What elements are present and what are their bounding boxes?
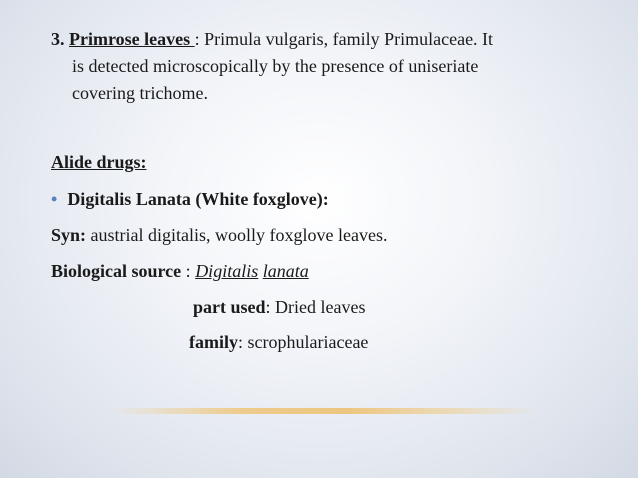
- section3-line2: is detected microscopically by the presence of uniseriate: [72, 56, 479, 76]
- part-used-label: part used: [193, 297, 266, 317]
- source-species: lanata: [262, 261, 309, 281]
- bullet-icon: •: [51, 189, 58, 209]
- section3-line1-text: : Primula vulgaris, family Primulaceae. It: [194, 29, 494, 49]
- syn-line: [51, 224, 387, 246]
- allied-item-text: Digitalis Lanata (White foxglove):: [67, 189, 329, 209]
- section3-line3: covering trichome.: [72, 83, 208, 103]
- family-value: : scrophulariaceae: [238, 332, 369, 352]
- allied-heading: [51, 151, 147, 173]
- source-separator: :: [185, 261, 191, 281]
- part-used-line: [193, 296, 365, 318]
- source-label: Biological source: [51, 261, 182, 281]
- section3-line1: [51, 28, 493, 50]
- family-line: [189, 331, 368, 353]
- source-line: [51, 260, 309, 282]
- part-used-value: : Dried leaves: [265, 297, 366, 317]
- section3-heading: Primrose leaves: [69, 29, 195, 49]
- syn-value: austrial digitalis, woolly foxglove leaves.: [90, 225, 388, 245]
- source-genus: Digitalis: [195, 261, 259, 281]
- allied-bullet-item: [51, 188, 329, 210]
- syn-label: Syn:: [51, 225, 87, 245]
- decorative-divider: [110, 408, 540, 414]
- allied-heading-text: Alide drugs:: [51, 152, 147, 172]
- section3-number: 3.: [51, 29, 65, 49]
- family-label: family: [189, 332, 238, 352]
